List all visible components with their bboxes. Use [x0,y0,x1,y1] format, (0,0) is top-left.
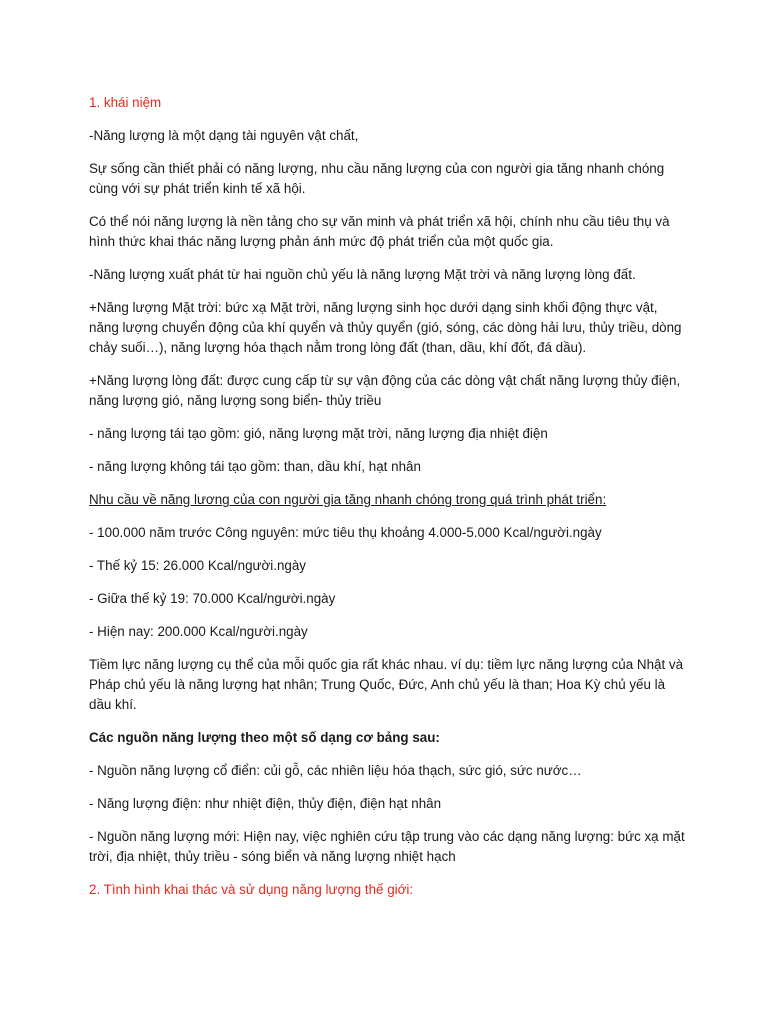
list-item-19th-century: - Giữa thế kỷ 19: 70.000 Kcal/người.ngày [89,591,336,606]
list-item-electric-energy: - Năng lượng điện: như nhiệt điện, thủy điện, điện hạt nhân [89,796,442,811]
paragraph-national-potential: Tiềm lực năng lượng cụ thể của mỗi quốc gia rất khác nhau. ví dụ: tiềm lực năng lượng của Nhật và Pháp chủ yếu là năng lượng hạt nhân; Trung Quốc, Đức, Anh chủ yếu là than; Hoa Kỳ chủ yếu là dầu khí. [89,657,684,712]
paragraph-solar-energy: +Năng lượng Mặt trời: bức xạ Mặt trời, năng lượng sinh học dưới dạng sinh khối động thực vật, năng lượng chuyển động của khí quyển và thủy quyển (gió, sóng, các dòng hải lưu, thủy triều, dòng chảy suối…), năng lượng hóa thạch nằm trong lòng đất (than, dầu, khí đốt, đá dầu). [89,300,682,355]
section-2-heading: 2. Tình hình khai thác và sử dụng năng lượng thế giới: [89,882,414,897]
paragraph-life-needs-energy: Sự sống cần thiết phải có năng lượng, nhu cầu năng lượng của con người gia tăng nhanh chóng cùng với sự phát triển kinh tế xã hội. [89,161,665,196]
list-item-100000-bc: - 100.000 năm trước Công nguyên: mức tiêu thụ khoảng 4.000-5.000 Kcal/người.ngày [89,525,602,540]
paragraph-earth-energy: +Năng lượng lòng đất: được cung cấp từ sự vận động của các dòng vật chất năng lượng thủy điện, năng lượng gió, năng lượng song biển- thủy triều [89,373,681,408]
paragraph-non-renewable: - năng lượng không tái tạo gồm: than, dầu khí, hạt nhân [89,459,421,474]
list-item-classic-energy: - Nguồn năng lượng cổ điển: củi gỗ, các nhiên liệu hóa thạch, sức gió, sức nước… [89,763,582,778]
paragraph-demand-heading: Nhu cầu về năng lương của con người gia tăng nhanh chóng trong quá trình phát triển: [89,492,607,507]
document-page [89,93,689,913]
list-item-new-energy: - Nguồn năng lượng mới: Hiện nay, việc nghiên cứu tập trung vào các dạng năng lượng: bức xạ mặt trời, địa nhiệt, thủy triều - sóng biển và năng lượng nhiệt hạch [89,829,685,864]
paragraph-energy-foundation: Có thể nói năng lượng là nền tảng cho sự văn minh và phát triển xã hội, chính nhu cầu tiêu thụ và hình thức khai thác năng lượng phản ánh mức độ phát triển của một quốc gia. [89,214,670,249]
paragraph-definition: -Năng lượng là một dạng tài nguyên vật chất, [89,128,359,143]
list-item-present: - Hiện nay: 200.000 Kcal/người.ngày [89,624,308,639]
paragraph-renewable: - năng lượng tái tạo gồm: gió, năng lượng mặt trời, năng lượng địa nhiệt điện [89,426,548,441]
paragraph-energy-sources: -Năng lượng xuất phát từ hai nguồn chủ yếu là năng lượng Mặt trời và năng lượng lòng đất. [89,267,636,282]
paragraph-sources-heading: Các nguồn năng lượng theo một số dạng cơ bảng sau: [89,730,440,745]
list-item-15th-century: - Thế kỷ 15: 26.000 Kcal/người.ngày [89,558,306,573]
section-1-heading: 1. khái niệm [89,95,162,110]
